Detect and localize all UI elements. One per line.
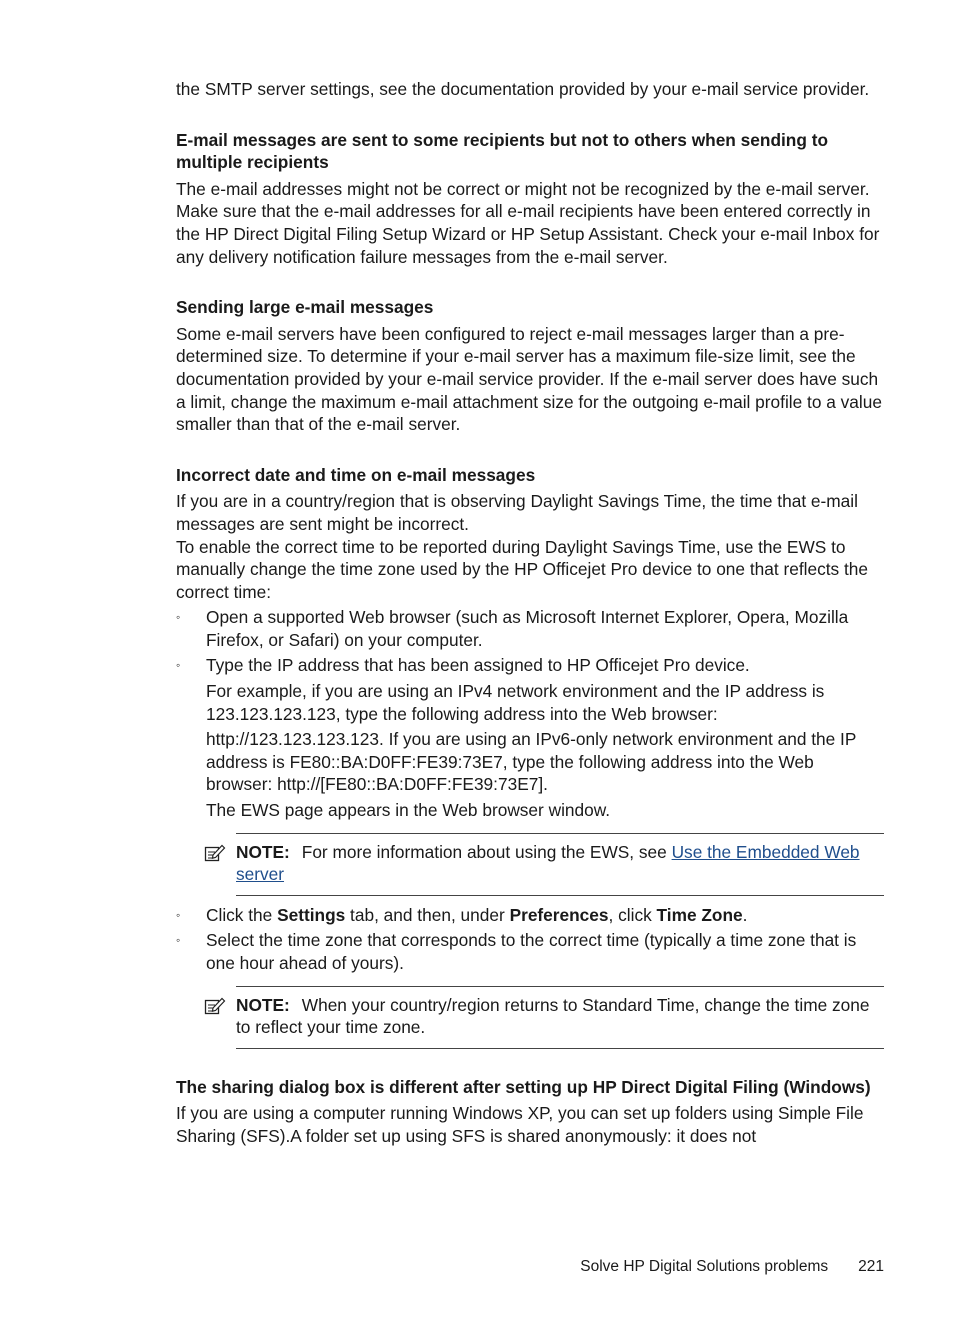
section-body: The e-mail addresses might not be correct or might not be recognized by the e-mail server. Make sure that the e-mail addresses for all e-mail recipients have been entered correctly in the HP Direct Digital Filing Setup Wizard or HP Setup Assistant. Check your e-mail Inbox for any delivery notification failure messages from the e-mail server. bbox=[176, 178, 880, 267]
section-paragraph: To enable the correct time to be reported during Daylight Savings Time, use the EWS to manually change the time zone used by the HP Officejet Pro device to one that reflects the correct time: bbox=[176, 536, 868, 602]
section-heading: E-mail messages are sent to some recipients but not to others when sending to multiple recipients bbox=[176, 129, 829, 173]
note-box-standard-time bbox=[236, 986, 884, 1049]
section-recipients bbox=[176, 129, 884, 269]
page-footer bbox=[176, 1257, 884, 1277]
section-large-messages bbox=[176, 296, 884, 436]
section-heading: Sending large e-mail messages bbox=[176, 297, 434, 318]
list-item-text: tab, and then, under bbox=[345, 904, 510, 925]
list-item-example: For example, if you are using an IPv4 network environment and the IP address is 123.123.123.123, type the following address into the Web browser: bbox=[206, 681, 825, 724]
note-label: NOTE: bbox=[236, 994, 290, 1015]
list-item-step-1 bbox=[176, 606, 884, 651]
section-body: If you are using a computer running Windows XP, you can set up folders using Simple File Sharing (SFS).A folder set up using SFS is shared anonymously: it does not bbox=[176, 1103, 864, 1146]
page-content bbox=[176, 78, 884, 1148]
note-pencil-icon bbox=[204, 843, 226, 863]
section-paragraph: If you are in a country/region that is observing Daylight Savings Time, the time that e-mail messages are sent might be incorrect. bbox=[176, 491, 858, 534]
section-heading: Incorrect date and time on e-mail messages bbox=[176, 464, 536, 485]
page-number: 221 bbox=[858, 1258, 884, 1275]
note-label: NOTE: bbox=[236, 841, 290, 862]
note-text: For more information about using the EWS, see bbox=[301, 841, 672, 862]
list-item-text: Open a supported Web browser (such as Microsoft Internet Explorer, Opera, Mozilla Firefox, or Safari) on your computer. bbox=[206, 607, 849, 650]
list-item-step-2 bbox=[176, 654, 884, 821]
list-item-example: http://123.123.123.123. If you are using an IPv6-only network environment and the IP address is FE80::BA:D0FF:FE39:73E7, type the following address into the Web browser: http://[FE80::BA:D0FF:FE39:73E7]. bbox=[206, 729, 857, 795]
footer-title: Solve HP Digital Solutions problems bbox=[580, 1258, 829, 1275]
embedded-web-server-link[interactable]: Use the Embedded Web server bbox=[236, 841, 860, 885]
note-box-ews bbox=[236, 833, 884, 896]
bullet-icon: ◦ bbox=[176, 610, 181, 625]
list-item-text: . bbox=[742, 904, 748, 925]
list-item-step-3 bbox=[176, 904, 884, 927]
settings-term: Settings bbox=[277, 904, 346, 925]
list-item-text: Type the IP address that has been assigned to HP Officejet Pro device. bbox=[206, 655, 750, 676]
list-item-text: , click bbox=[608, 904, 657, 925]
bullet-icon: ◦ bbox=[176, 658, 181, 673]
list-item-text: Select the time zone that corresponds to the correct time (typically a time zone that is one hour ahead of yours). bbox=[206, 930, 857, 973]
list-item-result: The EWS page appears in the Web browser window. bbox=[206, 800, 611, 821]
preferences-term: Preferences bbox=[509, 904, 609, 925]
bullet-icon: ◦ bbox=[176, 907, 181, 922]
list-item-text: Click the bbox=[206, 904, 278, 925]
list-item-step-4 bbox=[176, 929, 884, 974]
section-sharing-dialog bbox=[176, 1076, 884, 1148]
section-heading: The sharing dialog box is different after setting up HP Direct Digital Filing (Windows) bbox=[176, 1076, 871, 1097]
note-text: When your country/region returns to Standard Time, change the time zone to reflect your time zone. bbox=[236, 994, 870, 1038]
time-zone-term: Time Zone bbox=[656, 904, 743, 925]
note-pencil-icon bbox=[204, 996, 226, 1016]
section-body: Some e-mail servers have been configured to reject e-mail messages larger than a pre-determined size. To determine if your e-mail server has a maximum file-size limit, see the documentation provided by your e-mail service provider. If the e-mail server does have such a limit, change the maximum e-mail attachment size for the outgoing e-mail profile to a value smaller than that of the e-mail server. bbox=[176, 323, 882, 435]
bullet-icon: ◦ bbox=[176, 933, 181, 948]
section-date-time bbox=[176, 464, 884, 1049]
intro-paragraph: the SMTP server settings, see the documentation provided by your e-mail service provider. bbox=[176, 79, 870, 99]
